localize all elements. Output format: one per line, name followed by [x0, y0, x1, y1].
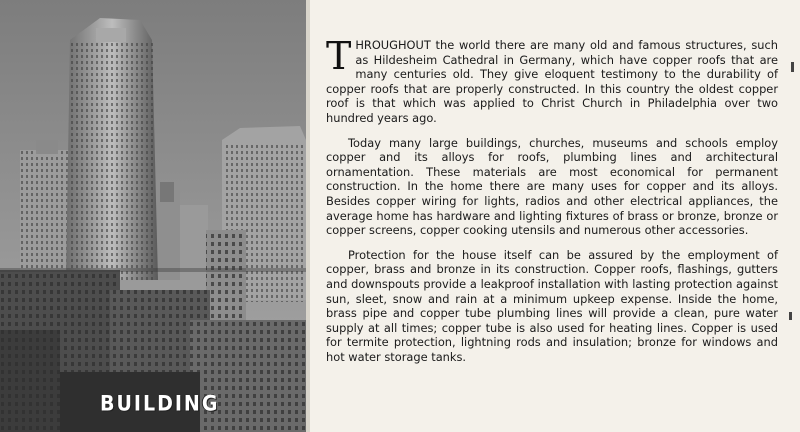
paragraph-2: Today many large buildings, churches, museums and schools employ copper and its alloys for roofs, plumbing lines and architectural ornamentation. These materials are most economical for permanent construction. In the home there are many uses for copper and its alloys. Besides copper wiring for lights, radios and other electrical appliances, the average home has hardware and lighting fixtures of brass or bronze, bronze or copper screens, copper cooking utensils and numerous other accessories.	[326, 135, 778, 238]
margin-mark	[789, 312, 792, 320]
skyscraper-photo	[0, 0, 306, 432]
drop-cap: T	[326, 34, 352, 78]
paragraph-1	[326, 34, 778, 126]
photo-caption: BUILDING	[100, 391, 220, 417]
article-body	[326, 34, 778, 374]
paragraph-1-text: HROUGHOUT the world there are many old and famous structures, such as Hildesheim Cathedral in Germany, which have copper roofs that are many centuries old. They give eloquent testimony to the durability of copper roofs that are properly constructed. In this country the oldest copper roof is that which was applied to Christ Church in Philadelphia over two hundred years ago.	[326, 38, 778, 125]
paragraph-3: Protection for the house itself can be assured by the employment of copper, brass and bronze in its construction. Copper roofs, flashings, gutters and downspouts provide a leakproof installation with lasting protection against sun, sleet, snow and rain at a minimum upkeep expense. Inside the home, brass pipe and copper tube plumbing lines will provide a clean, pure water supply at all times; copper tube is also used for heating lines. Copper is used for termite protection, lightning rods and insulation; bronze for windows and hot water storage tanks.	[326, 247, 778, 364]
margin-mark	[791, 62, 794, 72]
city-skyline-illustration	[0, 0, 306, 432]
page-gutter	[306, 0, 310, 432]
